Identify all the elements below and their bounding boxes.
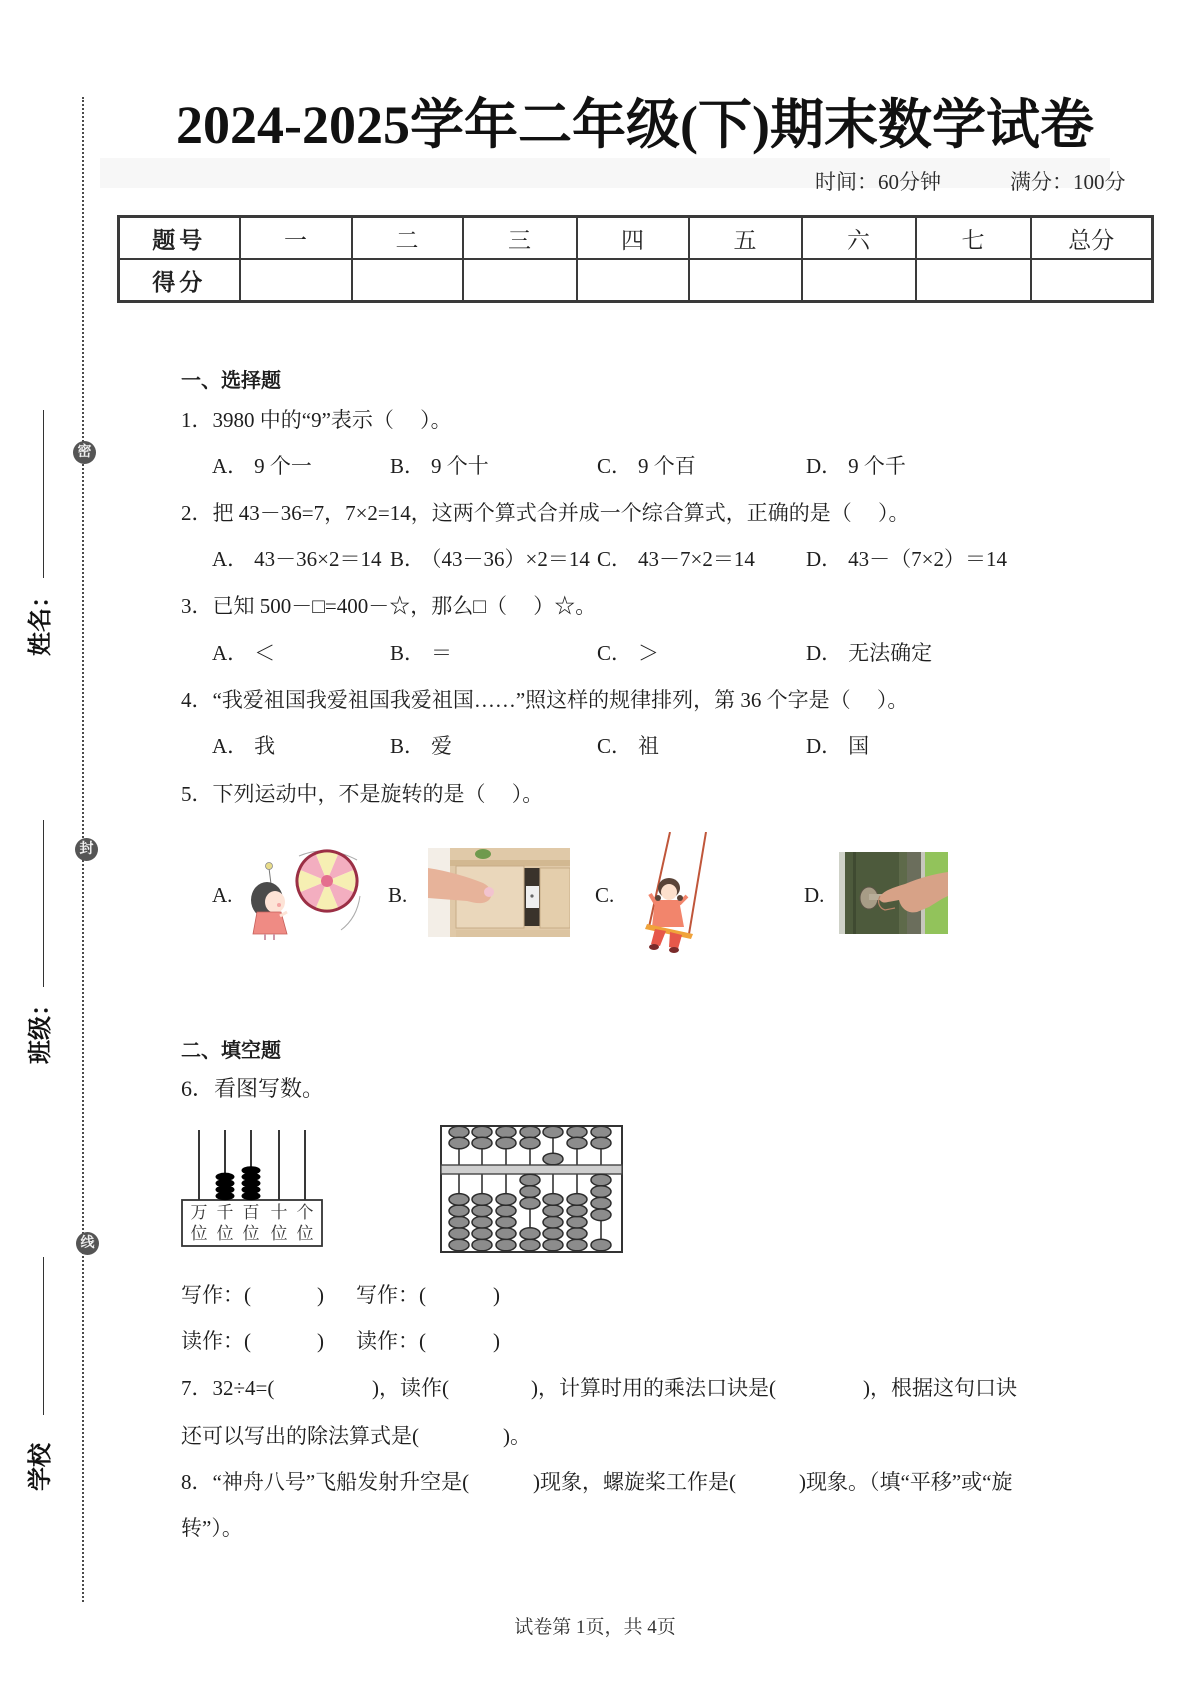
girl-spinning-wheel-image [247,848,363,942]
column-2: 二 [352,217,463,260]
bead [543,1126,563,1138]
option-key: C． [597,734,633,758]
option-text: ＝ [431,641,453,665]
option-text: （43－36）×2＝14 [431,547,590,571]
q5-option-b-key: B. [388,883,408,907]
bead [496,1194,516,1206]
read-blank-1-close: ) [317,1329,324,1353]
score-cell-1 [240,259,352,302]
question-1 [181,407,452,433]
q3-option-b [390,640,452,666]
q1-option-c [597,453,696,479]
question-3 [181,593,596,619]
bead [472,1228,492,1240]
question-number-row [119,217,1153,260]
question-4 [181,687,908,713]
bead [496,1228,516,1240]
option-key: A． [212,734,249,758]
bead [242,1166,261,1174]
full-score: 满分：100分 [1010,170,1126,194]
q2-option-c [597,546,755,572]
page-footer: 试卷第 1页，共 4页 [514,1617,676,1638]
bead [520,1239,540,1251]
place-label: 个 [296,1203,314,1222]
name-write-line [43,410,44,578]
question-number: 6． [181,1076,215,1101]
bead [567,1205,587,1217]
bead [567,1228,587,1240]
time-limit: 时间：60分钟 [815,170,941,194]
option-text: 祖 [638,734,660,758]
option-key: A． [212,547,249,571]
option-text: 9 个千 [848,454,906,478]
option-text: 9 个一 [254,454,312,478]
question-text: 把 43－36=7，7×2=14，这两个算式合并成一个综合算式，正确的是（ ）。 [212,501,910,525]
score-cell-4 [577,259,689,302]
place-label: 位 [296,1224,314,1243]
write-label-1: 写作：( [181,1283,251,1307]
bead [449,1239,469,1251]
q3-option-a [212,640,275,666]
read-label-2: 读作：( [356,1329,426,1353]
question-text: “我爱祖国我爱祖国我爱祖国……”照这样的规律排列，第 36 个字是（ ）。 [212,688,909,712]
score-cell-6 [802,259,916,302]
bead [543,1216,563,1228]
hand-turning-doorknob-image [839,852,948,934]
seal-mark-xian: 线 [76,1232,99,1255]
place-label: 位 [190,1224,208,1243]
read-blank-2-close: ) [493,1329,500,1353]
bead [520,1197,540,1209]
bead [543,1239,563,1251]
place-label: 十 [270,1203,288,1222]
girl-on-swing-image [635,832,708,954]
school-label: 学校 [26,1443,54,1491]
q2-option-d [806,546,1007,572]
q3-option-d [806,640,932,666]
question-7-seg-3: )，计算时用的乘法口诀是( [531,1376,776,1400]
place-label: 位 [242,1224,260,1243]
bead [567,1126,587,1138]
column-5: 五 [689,217,802,260]
row-label-score: 得分 [119,259,240,302]
question-text: 已知 500－□=400－☆，那么□（ ）☆。 [212,594,597,618]
bead [567,1194,587,1206]
bead [591,1126,611,1138]
bead [472,1126,492,1138]
class-label: 班级： [26,992,54,1064]
bead [520,1126,540,1138]
question-text: 下列运动中，不是旋转的是（ ）。 [212,782,544,806]
question-number: 5． [181,782,213,806]
option-key: A． [212,641,249,665]
seal-mark-mi: 密 [73,441,96,464]
option-key: C． [597,641,633,665]
bead [591,1197,611,1209]
q5-option-c-key: C. [595,883,615,907]
q4-option-d [806,733,869,759]
question-2 [181,500,910,526]
seal-mark-feng: 封 [75,838,98,861]
q2-option-a [212,546,382,572]
option-key: B． [390,454,426,478]
option-text: 9 个十 [431,454,489,478]
column-6: 六 [802,217,916,260]
q1-option-d [806,453,906,479]
bead [543,1205,563,1217]
scan-artifact-band [100,158,1110,188]
option-text: ＞ [638,641,660,665]
option-text: ＜ [254,641,276,665]
bead [591,1239,611,1251]
bead [496,1239,516,1251]
bead [472,1205,492,1217]
question-7-seg-6: )。 [503,1424,531,1448]
bead [567,1239,587,1251]
row-label-question-number: 题号 [119,217,240,260]
write-blank-2-close: ) [493,1283,500,1307]
bead [591,1209,611,1221]
option-key: C． [597,454,633,478]
bead [449,1216,469,1228]
option-key: D． [806,454,843,478]
counting-frame-beads [216,1166,261,1200]
bead [449,1228,469,1240]
question-7-seg-1: 7．32÷4=( [181,1376,275,1400]
place-label: 百 [242,1203,260,1222]
class-write-line [43,820,44,987]
option-text: 无法确定 [848,641,933,665]
question-text: 看图写数。 [214,1076,325,1101]
bead [496,1137,516,1149]
bead [543,1153,563,1165]
option-text: 我 [254,734,276,758]
bead [449,1126,469,1138]
column-1: 一 [240,217,352,260]
q5-option-d-key: D. [804,883,825,907]
q1-option-a [212,453,312,479]
option-text: 爱 [431,734,453,758]
option-text: 43－（7×2）＝14 [848,547,1008,571]
column-7: 七 [916,217,1031,260]
score-cell-5 [689,259,802,302]
question-8-seg-3: )现象。（填“平移”或“旋 [799,1470,1013,1494]
bead [496,1126,516,1138]
bead [520,1228,540,1240]
bead [472,1194,492,1206]
question-number: 2． [181,501,213,525]
q4-option-c [597,733,659,759]
section-heading-choice: 一、选择题 [181,368,281,392]
bead [567,1216,587,1228]
option-key: C． [597,547,633,571]
place-label: 位 [216,1224,234,1243]
question-8-seg-4: 转”）。 [181,1516,243,1540]
question-5 [181,781,543,807]
name-label: 姓名： [26,584,54,656]
score-row [119,259,1153,302]
bead [216,1173,235,1181]
question-6 [181,1075,324,1103]
question-number: 4． [181,688,213,712]
bead [449,1194,469,1206]
bead [449,1137,469,1149]
question-8-seg-2: )现象，螺旋桨工作是( [533,1470,736,1494]
question-text: 3980 中的“9”表示（ ）。 [212,408,452,432]
place-label: 万 [190,1203,208,1222]
bead [591,1186,611,1198]
bead [472,1137,492,1149]
bead [520,1186,540,1198]
option-key: B． [390,734,426,758]
section-heading-fill-in: 二、填空题 [181,1038,281,1062]
score-cell-7 [916,259,1031,302]
question-8-seg-1: 8．“神舟八号”飞船发射升空是( [181,1470,470,1494]
question-7-seg-5: 还可以写出的除法算式是( [181,1424,419,1448]
bead [472,1239,492,1251]
write-blank-1-close: ) [317,1283,324,1307]
write-label-2: 写作：( [356,1283,426,1307]
place-label: 千 [216,1203,234,1222]
option-text: 43－7×2＝14 [638,547,755,571]
bead [591,1137,611,1149]
column-4: 四 [577,217,689,260]
question-7-seg-4: )，根据这句口诀 [863,1376,1017,1400]
score-cell-2 [352,259,463,302]
exam-title: 2024-2025学年二年级(下)期末数学试卷 [176,95,1094,155]
hand-opening-drawer-image [428,848,570,937]
bead [520,1137,540,1149]
option-key: B． [390,641,426,665]
q2-option-b [390,546,590,572]
bead [543,1228,563,1240]
q1-option-b [390,453,489,479]
option-key: B． [390,547,426,571]
counting-frame [180,1127,325,1249]
option-text: 国 [848,734,870,758]
question-number: 1． [181,408,213,432]
option-key: D． [806,641,843,665]
option-key: A． [212,454,249,478]
option-key: D． [806,547,843,571]
score-cell-3 [463,259,577,302]
bead [449,1205,469,1217]
read-label-1: 读作：( [181,1329,251,1353]
option-text: 43－36×2＝14 [254,547,382,571]
bead [472,1216,492,1228]
q5-option-a-key: A. [212,883,233,907]
q4-option-b [390,733,452,759]
question-7-seg-2: )，读作( [372,1376,449,1400]
bead [567,1137,587,1149]
score-table [117,215,1154,303]
column-3: 三 [463,217,577,260]
column-total: 总分 [1031,217,1153,260]
place-label: 位 [270,1224,288,1243]
q4-option-a [212,733,275,759]
bead [496,1205,516,1217]
question-number: 3． [181,594,213,618]
abacus [440,1125,624,1254]
bead [496,1216,516,1228]
school-write-line [43,1257,44,1415]
q3-option-c [597,640,659,666]
bead [591,1174,611,1186]
bead [543,1194,563,1206]
option-key: D． [806,734,843,758]
score-cell-total [1031,259,1153,302]
bead [520,1174,540,1186]
option-text: 9 个百 [638,454,696,478]
